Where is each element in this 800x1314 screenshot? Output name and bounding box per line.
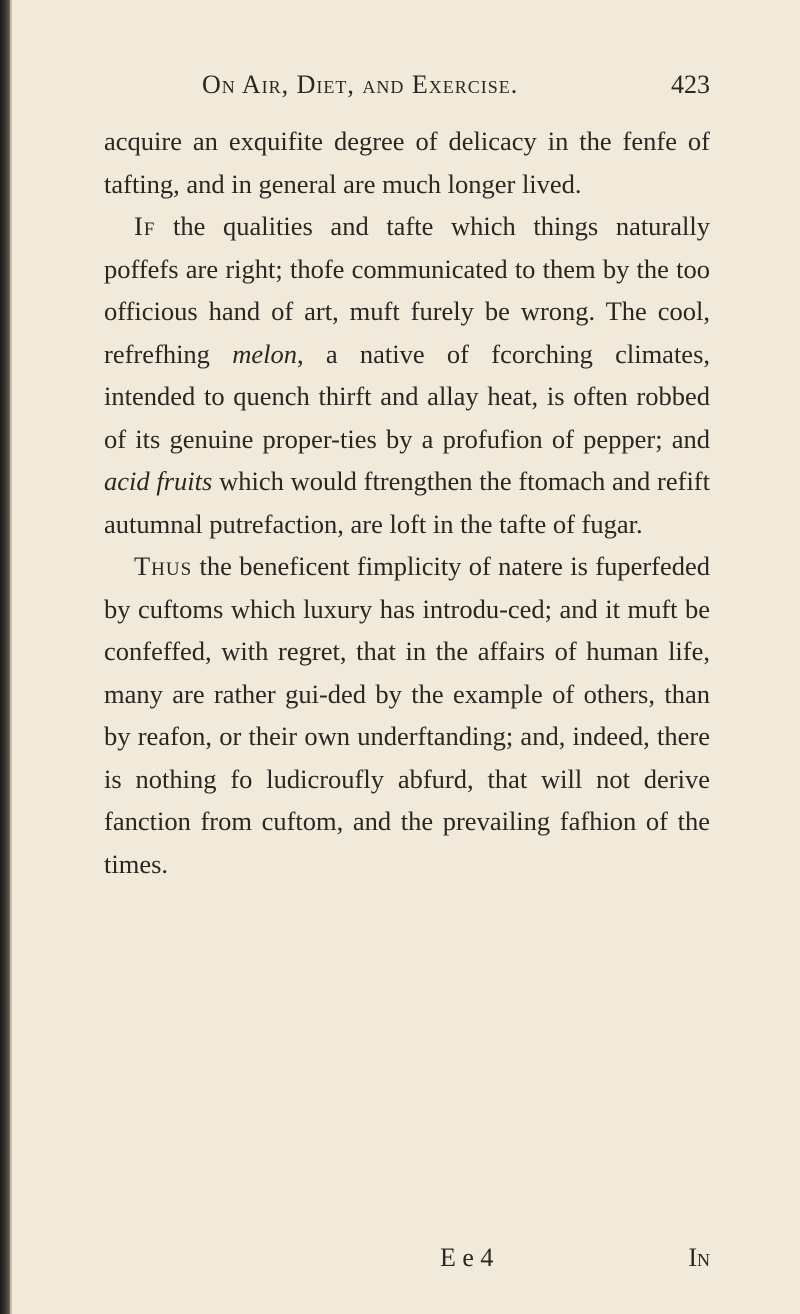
page-footer — [104, 1243, 710, 1283]
paragraph-3-lead-word: Thus — [134, 551, 193, 581]
paragraph-3 — [104, 545, 710, 885]
book-binding-gutter — [0, 0, 10, 1314]
paragraph-2-italic-acid-fruits: acid fruits — [104, 466, 213, 496]
paragraph-2 — [104, 205, 710, 545]
paragraph-2-text-1: the qualities and tafte which things naturally poffefs are right; thofe communicated to them by the too officious hand of art, muft furely be wrong. The cool, refrefhing — [104, 211, 710, 369]
paragraph-2-italic-melon: melon — [232, 338, 297, 369]
running-title: On Air, Diet, and Exercise. — [202, 70, 519, 99]
page-header — [104, 70, 710, 120]
paragraph-3-text: the beneficent fimplicity of natere is fuperfeded by cuftoms which luxury has introdu-ced; and it muft be confeffed, with regret, that in the affairs of human life, many are rather gui-ded by the example of others, than by reafon, or their own underftanding; and, indeed, there is nothing fo ludicroufly abfurd, that will not derive fanction from cuftom, and the prevailing fafhion of the times. — [104, 551, 710, 879]
gutter-edge — [10, 0, 12, 1314]
paragraph-1: acquire an exquifite degree of delicacy in the fenfe of tafting, and in general are much longer lived. — [104, 126, 710, 199]
catchword: In — [688, 1243, 710, 1272]
signature-mark: E e 4 — [440, 1243, 494, 1272]
paragraph-2-text-2: , a native of fcorching climates, intended to quench thirft and allay heat, is often robbed of its genuine proper-ties by a profufion of pepper; and — [104, 338, 711, 454]
book-page — [104, 70, 711, 1272]
page-number: 423 — [671, 70, 710, 99]
paragraph-2-lead-word: If — [134, 211, 156, 241]
paragraph-2-text-3: which would ftrengthen the ftomach and refift autumnal putrefaction, are loft in the tafte of fugar. — [104, 466, 710, 539]
